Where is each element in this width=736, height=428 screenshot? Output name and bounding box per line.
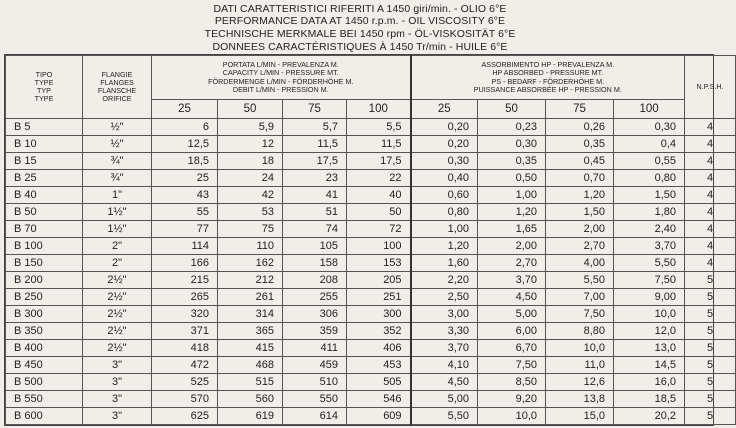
power-cell: 0,20 <box>411 136 478 153</box>
power-cell: 13,8 <box>546 391 614 408</box>
model-cell: B 25 <box>6 170 83 187</box>
model-cell: B 350 <box>6 323 83 340</box>
flange-cell: ½" <box>83 136 152 153</box>
flow-cell: 208 <box>283 272 347 289</box>
flow-cell: 415 <box>218 340 283 357</box>
flange-cell: 1½" <box>83 221 152 238</box>
power-cell: 1,65 <box>478 221 546 238</box>
flange-cell: ¾" <box>83 170 152 187</box>
flow-cell: 609 <box>347 408 411 425</box>
npsh-cell: 5 <box>685 391 736 408</box>
flow-cell: 212 <box>218 272 283 289</box>
type-header: TIPO TYPE TYP TYPE <box>6 56 83 119</box>
power-cell: 13,0 <box>614 340 685 357</box>
power-cell: 1,80 <box>614 204 685 221</box>
pressure-value: 25 <box>411 100 478 119</box>
model-cell: B 70 <box>6 221 83 238</box>
power-cell: 2,00 <box>546 221 614 238</box>
table-row <box>6 119 736 136</box>
power-cell: 0,50 <box>478 170 546 187</box>
document-title <box>0 2 720 54</box>
power-cell: 2,70 <box>546 238 614 255</box>
power-cell: 4,50 <box>478 289 546 306</box>
power-cell: 0,70 <box>546 170 614 187</box>
title-line: TECHNISCHE MERKMALE BEI 1450 rpm - ÖL-VISKOSITÄT 6°E <box>204 28 516 40</box>
title-line: DATI CARATTERISTICI RIFERITI A 1450 giri/min. - OLIO 6°E <box>213 2 507 15</box>
power-cell: 5,00 <box>478 306 546 323</box>
power-cell: 2,50 <box>411 289 478 306</box>
power-cell: 20,2 <box>614 408 685 425</box>
flow-cell: 359 <box>283 323 347 340</box>
flange-cell: 3" <box>83 357 152 374</box>
npsh-cell: 4 <box>685 136 736 153</box>
flow-cell: 365 <box>218 323 283 340</box>
flow-cell: 114 <box>152 238 218 255</box>
flow-cell: 17,5 <box>283 153 347 170</box>
flow-cell: 18,5 <box>152 153 218 170</box>
flow-cell: 411 <box>283 340 347 357</box>
flow-cell: 515 <box>218 374 283 391</box>
table-row <box>6 323 736 340</box>
npsh-cell: 4 <box>685 153 736 170</box>
power-cell: 0,80 <box>614 170 685 187</box>
power-cell: 2,20 <box>411 272 478 289</box>
flow-cell: 42 <box>218 187 283 204</box>
power-cell: 3,70 <box>478 272 546 289</box>
power-cell: 14,5 <box>614 357 685 374</box>
flow-cell: 215 <box>152 272 218 289</box>
flange-cell: 2½" <box>83 272 152 289</box>
flow-cell: 5,5 <box>347 119 411 136</box>
power-cell: 8,80 <box>546 323 614 340</box>
power-cell: 10,0 <box>478 408 546 425</box>
flow-cell: 25 <box>152 170 218 187</box>
flow-cell: 546 <box>347 391 411 408</box>
power-header: ASSORBIMENTO HP - PREVALENZA M. HP ABSORBED - PRESSURE MT. PS - BEDARF - FÖRDERHÖHE M. PUISSANCE ABSORBÉE HP - PRESSION M. <box>411 56 685 100</box>
power-cell: 16,0 <box>614 374 685 391</box>
flow-cell: 320 <box>152 306 218 323</box>
flow-cell: 18 <box>218 153 283 170</box>
power-cell: 12,0 <box>614 323 685 340</box>
npsh-cell: 5 <box>685 357 736 374</box>
flow-cell: 314 <box>218 306 283 323</box>
power-cell: 7,50 <box>478 357 546 374</box>
model-cell: B 500 <box>6 374 83 391</box>
power-cell: 0,30 <box>478 136 546 153</box>
flow-cell: 41 <box>283 187 347 204</box>
flow-cell: 105 <box>283 238 347 255</box>
flow-cell: 23 <box>283 170 347 187</box>
pressure-value: 100 <box>347 100 411 119</box>
npsh-cell: 4 <box>685 170 736 187</box>
power-cell: 0,20 <box>411 119 478 136</box>
power-cell: 6,00 <box>478 323 546 340</box>
power-cell: 1,00 <box>478 187 546 204</box>
flow-cell: 459 <box>283 357 347 374</box>
table-row <box>6 357 736 374</box>
flow-cell: 251 <box>347 289 411 306</box>
npsh-cell: 4 <box>685 221 736 238</box>
table-row <box>6 340 736 357</box>
performance-table <box>5 55 736 425</box>
table-row <box>6 289 736 306</box>
table-row <box>6 187 736 204</box>
flow-cell: 510 <box>283 374 347 391</box>
power-cell: 1,50 <box>614 187 685 204</box>
flange-cell: 2½" <box>83 289 152 306</box>
model-cell: B 550 <box>6 391 83 408</box>
flow-cell: 17,5 <box>347 153 411 170</box>
flange-cell: 2½" <box>83 340 152 357</box>
flow-cell: 55 <box>152 204 218 221</box>
flow-cell: 72 <box>347 221 411 238</box>
flow-cell: 570 <box>152 391 218 408</box>
power-cell: 4,10 <box>411 357 478 374</box>
npsh-cell: 4 <box>685 187 736 204</box>
power-cell: 3,70 <box>411 340 478 357</box>
power-cell: 5,50 <box>546 272 614 289</box>
flow-cell: 75 <box>218 221 283 238</box>
flow-cell: 24 <box>218 170 283 187</box>
power-cell: 10,0 <box>546 340 614 357</box>
flow-cell: 306 <box>283 306 347 323</box>
flow-cell: 162 <box>218 255 283 272</box>
flange-cell: 1" <box>83 187 152 204</box>
power-cell: 1,60 <box>411 255 478 272</box>
power-cell: 1,20 <box>411 238 478 255</box>
flow-cell: 153 <box>347 255 411 272</box>
flow-cell: 50 <box>347 204 411 221</box>
npsh-cell: 5 <box>685 289 736 306</box>
flow-cell: 158 <box>283 255 347 272</box>
flow-cell: 505 <box>347 374 411 391</box>
flow-cell: 166 <box>152 255 218 272</box>
model-cell: B 300 <box>6 306 83 323</box>
flange-cell: 3" <box>83 408 152 425</box>
flow-cell: 77 <box>152 221 218 238</box>
power-cell: 0,23 <box>478 119 546 136</box>
flow-cell: 5,7 <box>283 119 347 136</box>
title-line: PERFORMANCE DATA AT 1450 r.p.m. - OIL VISCOSITY 6°E <box>214 15 506 28</box>
performance-table-frame <box>4 54 724 426</box>
table-row <box>6 272 736 289</box>
flow-cell: 12,5 <box>152 136 218 153</box>
flange-cell: 2" <box>83 255 152 272</box>
flow-cell: 51 <box>283 204 347 221</box>
table-row <box>6 204 736 221</box>
power-cell: 0,45 <box>546 153 614 170</box>
capacity-header: PORTATA L/MIN - PREVALENZA M. CAPACITY L/MIN - PRESSURE MT. FÖRDERMENGE L/MIN - FÖRDERHÖHE M. DEBIT L/MIN - PRESSION M. <box>152 56 411 100</box>
flow-cell: 614 <box>283 408 347 425</box>
power-cell: 18,5 <box>614 391 685 408</box>
power-cell: 5,50 <box>614 255 685 272</box>
flow-cell: 560 <box>218 391 283 408</box>
power-cell: 2,70 <box>478 255 546 272</box>
flow-cell: 74 <box>283 221 347 238</box>
table-row <box>6 306 736 323</box>
power-cell: 0,55 <box>614 153 685 170</box>
npsh-cell: 5 <box>685 272 736 289</box>
power-cell: 1,00 <box>411 221 478 238</box>
model-cell: B 100 <box>6 238 83 255</box>
power-cell: 3,30 <box>411 323 478 340</box>
flow-cell: 352 <box>347 323 411 340</box>
pressure-value: 100 <box>614 100 685 119</box>
model-cell: B 200 <box>6 272 83 289</box>
power-cell: 0,35 <box>478 153 546 170</box>
model-cell: B 150 <box>6 255 83 272</box>
npsh-cell: 4 <box>685 204 736 221</box>
table-row <box>6 238 736 255</box>
npsh-cell: 5 <box>685 408 736 425</box>
flow-cell: 371 <box>152 323 218 340</box>
flow-cell: 110 <box>218 238 283 255</box>
power-cell: 4,00 <box>546 255 614 272</box>
flange-cell: 2" <box>83 238 152 255</box>
flow-cell: 406 <box>347 340 411 357</box>
power-cell: 1,50 <box>546 204 614 221</box>
flow-cell: 40 <box>347 187 411 204</box>
power-cell: 3,70 <box>614 238 685 255</box>
flange-cell: 1½" <box>83 204 152 221</box>
power-cell: 0,80 <box>411 204 478 221</box>
flange-cell: ¾" <box>83 153 152 170</box>
power-cell: 6,70 <box>478 340 546 357</box>
power-cell: 0,30 <box>614 119 685 136</box>
flange-cell: ½" <box>83 119 152 136</box>
npsh-cell: 5 <box>685 340 736 357</box>
power-cell: 2,00 <box>478 238 546 255</box>
flow-cell: 53 <box>218 204 283 221</box>
pressure-value: 75 <box>283 100 347 119</box>
flow-cell: 205 <box>347 272 411 289</box>
power-cell: 0,4 <box>614 136 685 153</box>
flow-cell: 468 <box>218 357 283 374</box>
power-cell: 9,20 <box>478 391 546 408</box>
power-cell: 12,6 <box>546 374 614 391</box>
power-cell: 0,60 <box>411 187 478 204</box>
power-cell: 9,00 <box>614 289 685 306</box>
power-cell: 4,50 <box>411 374 478 391</box>
pressure-value: 25 <box>152 100 218 119</box>
model-cell: B 50 <box>6 204 83 221</box>
title-line: DONNEES CARACTÉRISTIQUES À 1450 Tr/min - HUILE 6°E <box>212 40 508 53</box>
flow-cell: 5,9 <box>218 119 283 136</box>
model-cell: B 10 <box>6 136 83 153</box>
power-cell: 10,0 <box>614 306 685 323</box>
model-cell: B 400 <box>6 340 83 357</box>
flange-cell: 2½" <box>83 306 152 323</box>
power-cell: 11,0 <box>546 357 614 374</box>
pressure-value: 50 <box>478 100 546 119</box>
power-cell: 2,40 <box>614 221 685 238</box>
model-cell: B 15 <box>6 153 83 170</box>
npsh-cell: 5 <box>685 306 736 323</box>
flow-cell: 6 <box>152 119 218 136</box>
table-row <box>6 391 736 408</box>
flow-cell: 100 <box>347 238 411 255</box>
power-cell: 0,26 <box>546 119 614 136</box>
flow-cell: 418 <box>152 340 218 357</box>
flow-cell: 619 <box>218 408 283 425</box>
model-cell: B 450 <box>6 357 83 374</box>
table-row <box>6 136 736 153</box>
flow-cell: 525 <box>152 374 218 391</box>
table-row <box>6 170 736 187</box>
table-row <box>6 153 736 170</box>
npsh-cell: 4 <box>685 255 736 272</box>
power-cell: 7,00 <box>546 289 614 306</box>
flow-cell: 255 <box>283 289 347 306</box>
flange-header: FLANGIE FLANGES FLANSCHE ORIFICE <box>83 56 152 119</box>
flow-cell: 472 <box>152 357 218 374</box>
power-cell: 0,40 <box>411 170 478 187</box>
flow-cell: 11,5 <box>347 136 411 153</box>
power-cell: 0,30 <box>411 153 478 170</box>
power-cell: 8,50 <box>478 374 546 391</box>
power-cell: 3,00 <box>411 306 478 323</box>
model-cell: B 5 <box>6 119 83 136</box>
power-cell: 1,20 <box>478 204 546 221</box>
flow-cell: 625 <box>152 408 218 425</box>
power-cell: 1,20 <box>546 187 614 204</box>
flow-cell: 43 <box>152 187 218 204</box>
flow-cell: 550 <box>283 391 347 408</box>
flow-cell: 11,5 <box>283 136 347 153</box>
power-cell: 7,50 <box>546 306 614 323</box>
table-row <box>6 255 736 272</box>
flow-cell: 300 <box>347 306 411 323</box>
power-cell: 15,0 <box>546 408 614 425</box>
power-cell: 7,50 <box>614 272 685 289</box>
pressure-value: 50 <box>218 100 283 119</box>
flow-cell: 453 <box>347 357 411 374</box>
power-cell: 0,35 <box>546 136 614 153</box>
table-row <box>6 221 736 238</box>
flange-cell: 3" <box>83 391 152 408</box>
flow-cell: 265 <box>152 289 218 306</box>
flow-cell: 12 <box>218 136 283 153</box>
flange-cell: 3" <box>83 374 152 391</box>
npsh-header: N.P.S.H. <box>685 56 736 119</box>
model-cell: B 600 <box>6 408 83 425</box>
npsh-cell: 5 <box>685 323 736 340</box>
power-cell: 5,00 <box>411 391 478 408</box>
flange-cell: 2½" <box>83 323 152 340</box>
flow-cell: 261 <box>218 289 283 306</box>
power-cell: 5,50 <box>411 408 478 425</box>
npsh-cell: 5 <box>685 374 736 391</box>
flow-cell: 22 <box>347 170 411 187</box>
table-row <box>6 374 736 391</box>
model-cell: B 40 <box>6 187 83 204</box>
table-row <box>6 408 736 425</box>
npsh-cell: 4 <box>685 238 736 255</box>
model-cell: B 250 <box>6 289 83 306</box>
npsh-cell: 4 <box>685 119 736 136</box>
pressure-value: 75 <box>546 100 614 119</box>
